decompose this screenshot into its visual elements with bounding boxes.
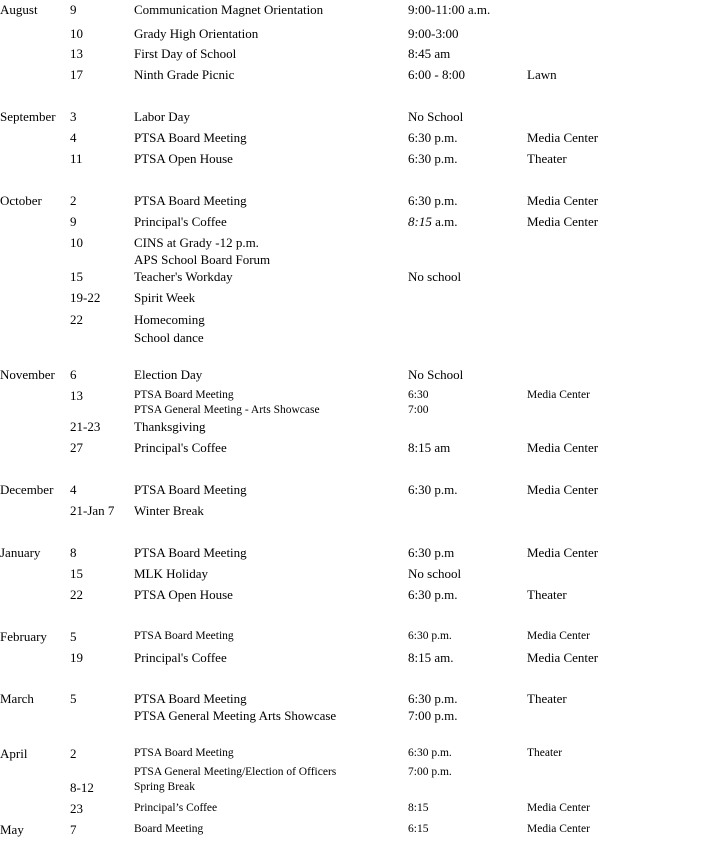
event-location: Lawn xyxy=(527,67,557,82)
day-label: 4 xyxy=(70,130,77,145)
event-time: 7:00 p.m. xyxy=(408,766,452,778)
day-label: 9 xyxy=(70,214,77,229)
day-label: 6 xyxy=(70,367,77,382)
event-time: 8:15 xyxy=(408,802,429,814)
day-label: 27 xyxy=(70,440,83,455)
calendar-row xyxy=(0,67,721,85)
day-label: 19-22 xyxy=(70,290,101,305)
event-title: CINS at Grady -12 p.m. xyxy=(134,235,259,250)
day-label: 13 xyxy=(70,46,83,61)
day-label: 7 xyxy=(70,822,77,837)
event-time: 6:30 p.m xyxy=(408,545,455,560)
month-label: April xyxy=(0,746,28,761)
calendar-row xyxy=(0,290,721,308)
calendar-row xyxy=(0,26,721,44)
event-title: Spirit Week xyxy=(134,290,196,305)
event-title: PTSA Open House xyxy=(134,587,233,602)
calendar-row xyxy=(0,691,721,709)
calendar-row xyxy=(0,330,721,348)
day-label: 4 xyxy=(70,482,77,497)
event-location: Media Center xyxy=(527,193,599,208)
event-time-suffix: a.m. xyxy=(431,214,458,229)
calendar-row xyxy=(0,587,721,605)
event-time: 6:30 p.m. xyxy=(408,630,452,642)
event-location: Media Center xyxy=(527,440,599,455)
event-title: PTSA Board Meeting xyxy=(134,747,234,759)
day-label: 15 xyxy=(70,566,83,581)
event-time: No school xyxy=(408,566,462,581)
calendar-row xyxy=(0,440,721,458)
event-location: Media Center xyxy=(527,130,599,145)
calendar-row xyxy=(0,566,721,584)
event-time: 8:15 am. xyxy=(408,650,454,665)
day-label: 15 xyxy=(70,269,83,284)
event-title: Election Day xyxy=(134,367,203,382)
event-title: Principal's Coffee xyxy=(134,650,227,665)
calendar-row xyxy=(0,46,721,64)
month-label: March xyxy=(0,691,34,706)
month-label: January xyxy=(0,545,41,560)
calendar-row xyxy=(0,650,721,668)
event-location: Media Center xyxy=(527,823,590,835)
event-title: Grady High Orientation xyxy=(134,26,259,41)
event-title: PTSA Board Meeting xyxy=(134,482,247,497)
event-title: Communication Magnet Orientation xyxy=(134,2,324,17)
calendar-row xyxy=(0,746,721,764)
month-label: December xyxy=(0,482,54,497)
event-title: Winter Break xyxy=(134,503,204,518)
calendar-row xyxy=(0,545,721,563)
event-time: 6:30 p.m. xyxy=(408,193,458,208)
event-time: 7:00 xyxy=(408,404,429,416)
event-time: 9:00-11:00 a.m. xyxy=(408,2,491,17)
day-label: 19 xyxy=(70,650,83,665)
event-location: Media Center xyxy=(527,630,590,642)
calendar-row xyxy=(0,312,721,330)
event-location: Theater xyxy=(527,691,567,706)
month-label: November xyxy=(0,367,55,382)
event-title: Thanksgiving xyxy=(134,419,206,434)
event-time: 6:30 p.m. xyxy=(408,482,458,497)
event-time: 6:00 - 8:00 xyxy=(408,67,466,82)
calendar-row xyxy=(0,482,721,500)
event-title: PTSA General Meeting - Arts Showcase xyxy=(134,404,320,416)
event-title: PTSA Board Meeting xyxy=(134,691,247,706)
day-label: 2 xyxy=(70,746,77,761)
month-label: August xyxy=(0,2,38,17)
event-time: 7:00 p.m. xyxy=(408,708,458,723)
event-title: Teacher's Workday xyxy=(134,269,233,284)
day-label: 21-23 xyxy=(70,419,101,434)
event-title: PTSA Board Meeting xyxy=(134,630,234,642)
calendar-row xyxy=(0,130,721,148)
event-location: Media Center xyxy=(527,650,599,665)
month-label: May xyxy=(0,822,24,837)
calendar-row xyxy=(0,2,721,20)
month-label: February xyxy=(0,629,47,644)
day-label: 8-12 xyxy=(70,780,94,795)
event-title: PTSA General Meeting Arts Showcase xyxy=(134,708,337,723)
calendar-row xyxy=(0,629,721,647)
calendar-row xyxy=(0,235,721,253)
day-label: 23 xyxy=(70,801,83,816)
event-location: Theater xyxy=(527,587,567,602)
event-time xyxy=(408,214,457,229)
event-time: 6:30 xyxy=(408,389,429,401)
calendar-row xyxy=(0,801,721,819)
event-title: PTSA Open House xyxy=(134,151,233,166)
day-label: 10 xyxy=(70,235,83,250)
event-time: 6:30 p.m. xyxy=(408,130,458,145)
event-location: Media Center xyxy=(527,389,590,401)
event-time: No School xyxy=(408,109,464,124)
day-label: 13 xyxy=(70,388,83,403)
day-label: 11 xyxy=(70,151,83,166)
event-time-italic: 8:15 xyxy=(408,214,432,229)
event-title: PTSA Board Meeting xyxy=(134,389,234,401)
day-label: 9 xyxy=(70,2,77,17)
event-title: APS School Board Forum xyxy=(134,252,271,267)
calendar-row xyxy=(0,214,721,232)
event-time: 6:30 p.m. xyxy=(408,587,458,602)
event-time: 6:30 p.m. xyxy=(408,691,458,706)
event-location: Media Center xyxy=(527,802,590,814)
event-title: PTSA Board Meeting xyxy=(134,130,247,145)
event-time: 9:00-3:00 xyxy=(408,26,459,41)
month-label: October xyxy=(0,193,42,208)
event-time: No school xyxy=(408,269,462,284)
event-title: Principal's Coffee xyxy=(134,214,227,229)
event-title: PTSA General Meeting/Election of Officers xyxy=(134,766,337,778)
event-title: PTSA Board Meeting xyxy=(134,193,247,208)
calendar-row xyxy=(0,193,721,211)
event-title: Labor Day xyxy=(134,109,190,124)
calendar-row xyxy=(0,780,721,798)
event-title: Ninth Grade Picnic xyxy=(134,67,235,82)
event-title: Principal's Coffee xyxy=(134,440,227,455)
event-time: 8:15 am xyxy=(408,440,451,455)
calendar-row xyxy=(0,503,721,521)
event-location: Media Center xyxy=(527,214,599,229)
calendar-row xyxy=(0,367,721,385)
calendar-row xyxy=(0,269,721,287)
event-time: No School xyxy=(408,367,464,382)
day-label: 21-Jan 7 xyxy=(70,503,115,518)
event-time: 6:15 xyxy=(408,823,429,835)
day-label: 22 xyxy=(70,587,83,602)
event-title: MLK Holiday xyxy=(134,566,209,581)
day-label: 2 xyxy=(70,193,77,208)
day-label: 3 xyxy=(70,109,77,124)
calendar-row xyxy=(0,252,721,270)
event-title: Homecoming xyxy=(134,312,205,327)
event-title: School dance xyxy=(134,330,204,345)
event-location: Theater xyxy=(527,151,567,166)
event-time: 6:30 p.m. xyxy=(408,151,458,166)
event-location: Media Center xyxy=(527,482,599,497)
event-location: Theater xyxy=(527,747,563,759)
event-time: 6:30 p.m. xyxy=(408,747,452,759)
day-label: 10 xyxy=(70,26,83,41)
day-label: 5 xyxy=(70,691,77,706)
calendar-row xyxy=(0,419,721,437)
event-title: Principal’s Coffee xyxy=(134,802,218,814)
calendar-row xyxy=(0,708,721,726)
day-label: 5 xyxy=(70,629,77,644)
event-title: First Day of School xyxy=(134,46,237,61)
event-title: Board Meeting xyxy=(134,823,204,835)
event-title: PTSA Board Meeting xyxy=(134,545,247,560)
day-label: 17 xyxy=(70,67,83,82)
calendar-row xyxy=(0,151,721,169)
event-time: 8:45 am xyxy=(408,46,451,61)
day-label: 8 xyxy=(70,545,77,560)
month-label: September xyxy=(0,109,56,124)
event-title: Spring Break xyxy=(134,781,196,793)
event-location: Media Center xyxy=(527,545,599,560)
calendar-row xyxy=(0,822,721,840)
calendar-row xyxy=(0,109,721,127)
day-label: 22 xyxy=(70,312,83,327)
